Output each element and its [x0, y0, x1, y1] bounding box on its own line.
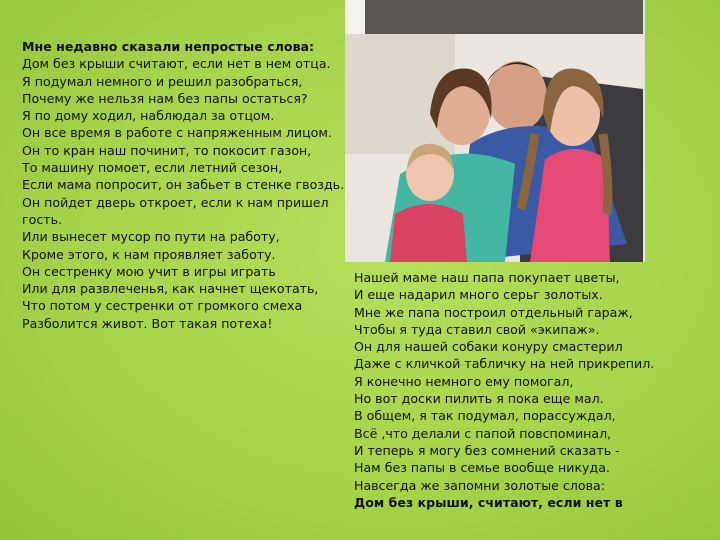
- poem-line: Чтобы я туда ставил свой «экипаж».: [354, 321, 600, 337]
- poem-line: Я подумал немного и решил разобраться,: [22, 73, 303, 89]
- poem-line: Всё ,что делали с папой повспоминал,: [354, 425, 612, 441]
- photo-frame: [345, 0, 645, 262]
- poem-line: Или вынесет мусор по пути на работу,: [22, 229, 280, 245]
- poem-line: Он пойдет дверь откроет, если к нам пришел гость.: [22, 194, 329, 227]
- poem-line: Навсегда же запомни золотые слова:: [354, 477, 605, 493]
- poem-line: То машину помоет, если летний сезон,: [22, 160, 283, 176]
- poem-line: Почему же нельзя нам без папы остаться?: [22, 90, 308, 106]
- poem-line: И теперь я могу без сомнений сказать -: [354, 442, 620, 458]
- poem-heading: Мне недавно сказали непростые слова:: [22, 39, 315, 54]
- poem-line: Что потом у сестренки от громкого смеха: [22, 298, 303, 314]
- poem-line: Я конечно немного ему помогал,: [354, 373, 574, 389]
- poem-left-column: [22, 38, 347, 332]
- poem-line: В общем, я так подумал, порассуждал,: [354, 408, 616, 424]
- poem-line: Мне же папа построил отдельный гараж,: [354, 304, 633, 320]
- photo-top-strip: [365, 0, 643, 34]
- poem-line: Он сестренку мою учит в игры играть: [22, 263, 276, 279]
- poem-right-column: [354, 269, 704, 511]
- poem-line: И еще надарил много серьг золотых.: [354, 287, 603, 303]
- poem-line: Но вот доски пилить я пока еще мал.: [354, 391, 604, 407]
- poem-line: Даже с кличкой табличку на ней прикрепил.: [354, 356, 655, 372]
- poem-closing-line: Дом без крыши, считают, если нет в: [354, 494, 623, 510]
- poem-line: Дом без крыши считают, если нет в нем отца.: [22, 56, 331, 72]
- poem-line: Разболится живот. Вот такая потеха!: [22, 315, 273, 331]
- family-photo-icon: [345, 34, 643, 262]
- poem-line: Если мама попросит, он забьет в стенке гвоздь.: [22, 177, 345, 193]
- poem-line: Он все время в работе с напряженным лицом.: [22, 125, 332, 141]
- poem-line: Нашей маме наш папа покупает цветы,: [354, 270, 620, 285]
- poem-line: Я по дому ходил, наблюдал за отцом.: [22, 108, 275, 124]
- poem-line: Нам без папы в семье вообще никуда.: [354, 460, 610, 476]
- poem-line: Или для развлеченья, как начнет щекотать,: [22, 281, 319, 297]
- poem-line: Он для нашей собаки конуру смастерил: [354, 339, 623, 355]
- poem-line: Он то кран наш починит, то покосит газон,: [22, 142, 312, 158]
- poem-line: Кроме этого, к нам проявляет заботу.: [22, 246, 276, 262]
